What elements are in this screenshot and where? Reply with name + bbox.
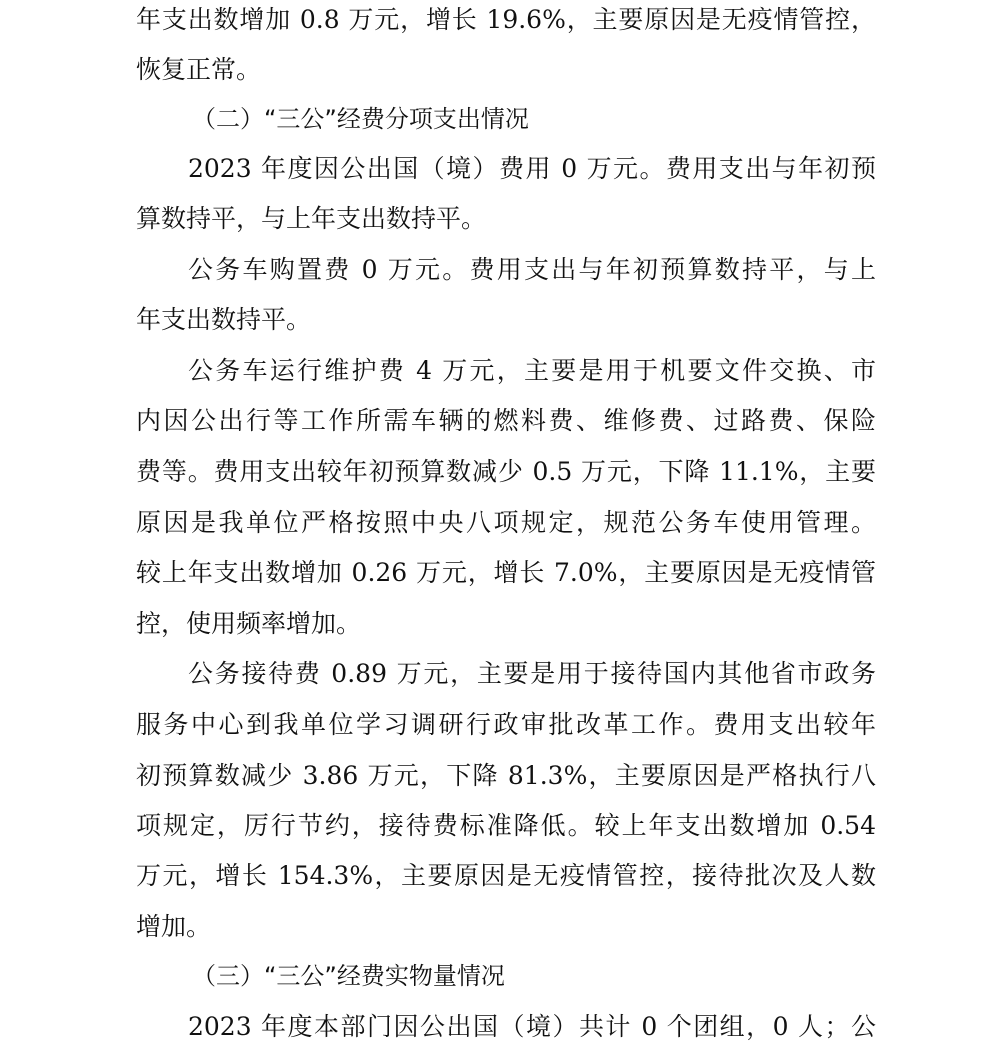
paragraph-line: 控，使用频率增加。	[136, 609, 362, 638]
paragraph-line: 初预算数减少 3.86 万元，下降 81.3%，主要原因是严格执行八	[136, 761, 876, 790]
paragraph-line: 增加。	[136, 912, 212, 941]
paragraph-line: 2023 年度本部门因公出国（境）共计 0 个团组，0 人；公	[188, 1012, 876, 1041]
paragraph-line: 年支出数持平。	[136, 305, 312, 334]
paragraph-line: 公务车运行维护费 4 万元，主要是用于机要文件交换、市	[188, 356, 876, 385]
paragraph-line: 2023 年度因公出国（境）费用 0 万元。费用支出与年初预	[188, 154, 876, 183]
paragraph-line: 较上年支出数增加 0.26 万元，增长 7.0%，主要原因是无疫情管	[136, 558, 876, 587]
paragraph-line: 公务接待费 0.89 万元，主要是用于接待国内其他省市政务	[188, 659, 876, 688]
paragraph-line: 万元，增长 154.3%，主要原因是无疫情管控，接待批次及人数	[136, 861, 876, 890]
paragraph-line: 公务车购置费 0 万元。费用支出与年初预算数持平，与上	[188, 255, 876, 284]
paragraph-line: 内因公出行等工作所需车辆的燃料费、维修费、过路费、保险	[136, 406, 876, 435]
paragraph-line: 原因是我单位严格按照中央八项规定，规范公务车使用管理。	[136, 508, 876, 537]
paragraph-line: 年支出数增加 0.8 万元，增长 19.6%，主要原因是无疫情管控，	[136, 5, 876, 34]
paragraph-line: 费等。费用支出较年初预算数减少 0.5 万元，下降 11.1%，主要	[136, 457, 876, 486]
section-heading: （三）“三公”经费实物量情况	[192, 962, 505, 990]
section-heading: （二）“三公”经费分项支出情况	[192, 105, 529, 133]
paragraph-line: 恢复正常。	[136, 55, 262, 84]
paragraph-line: 服务中心到我单位学习调研行政审批改革工作。费用支出较年	[136, 710, 876, 739]
paragraph-line: 项规定，厉行节约，接待费标准降低。较上年支出数增加 0.54	[136, 811, 876, 840]
paragraph-line: 算数持平，与上年支出数持平。	[136, 204, 487, 233]
